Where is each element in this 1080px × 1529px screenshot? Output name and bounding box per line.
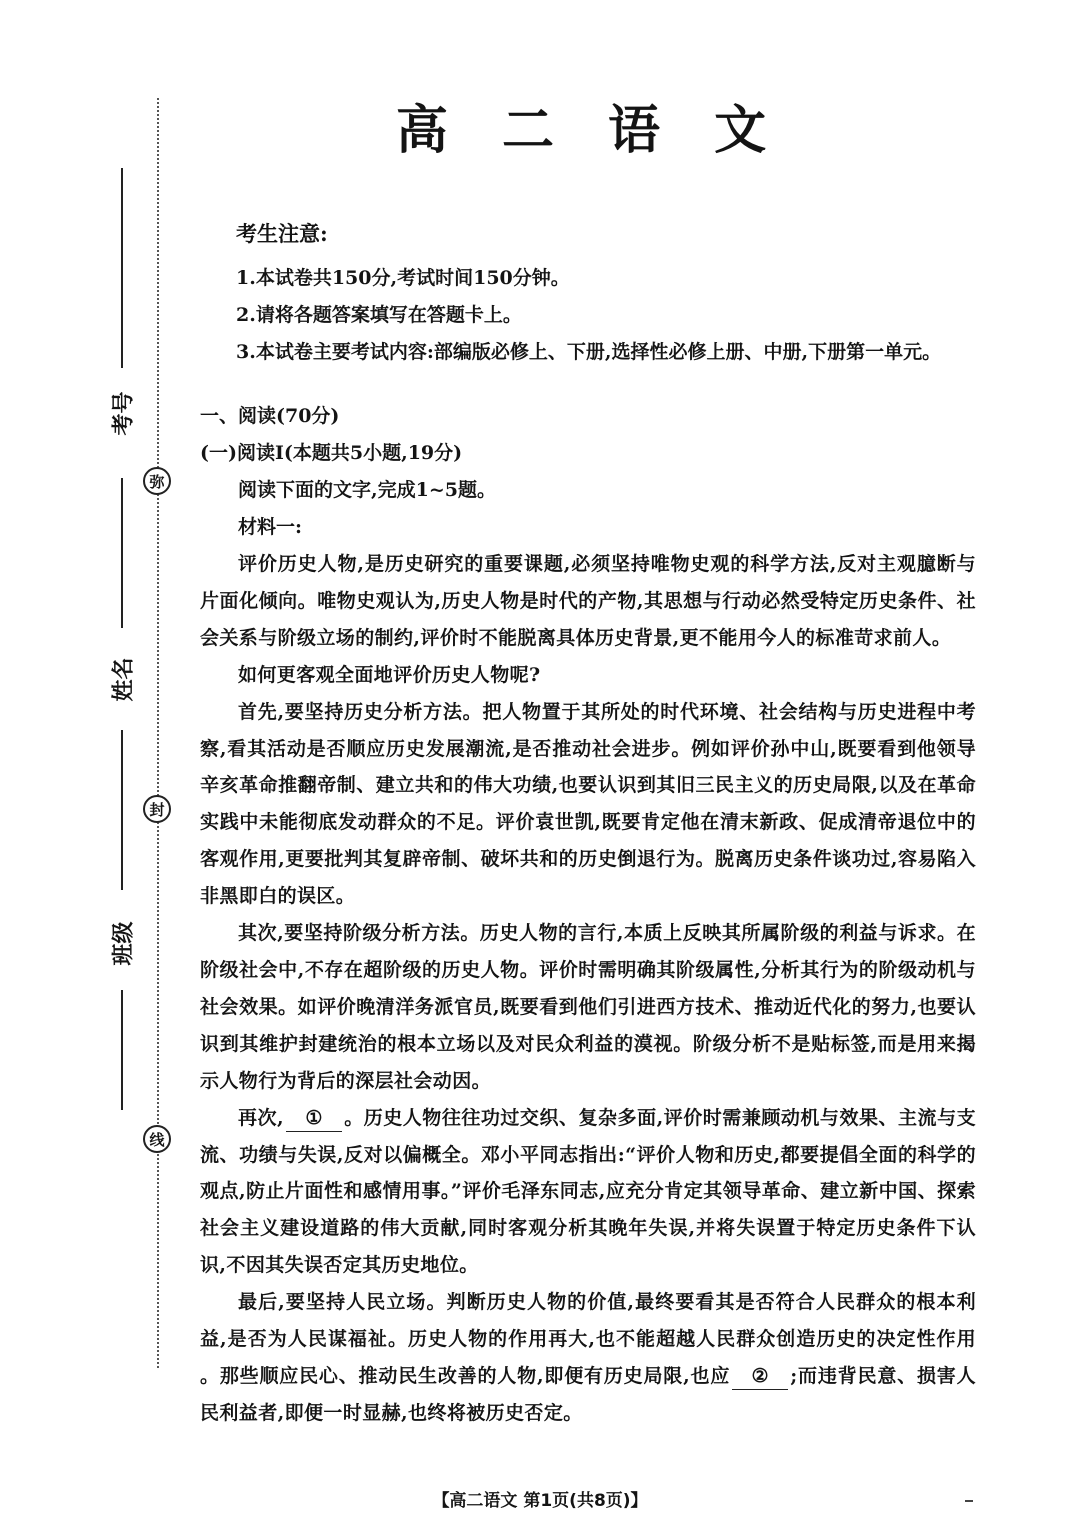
seal-mark-feng: 封 xyxy=(143,795,171,823)
page-title: 高 二 语 文 xyxy=(395,100,785,161)
notice-item: 2.请将各题答案填写在答题卡上。 xyxy=(236,304,522,326)
blank-2: ② xyxy=(732,1363,788,1390)
bottom-rule xyxy=(121,990,123,1110)
paragraph-5 xyxy=(200,1100,976,1285)
reading-instruction: 阅读下面的文字,完成1~5题。 xyxy=(238,479,496,501)
paragraph-6-rest: ;而违背民意、损害人民利益者,即便一时显赫,也终将被历史否定。 xyxy=(200,1364,976,1424)
section-heading: 一、阅读(70分) xyxy=(200,405,340,427)
paragraph-1: 评价历史人物,是历史研究的重要课题,必须坚持唯物史观的科学方法,反对主观臆断与片面化倾向。唯物史观认为,历史人物是时代的产物,其思想与行动必然受特定历史条件、社会关系与阶级立场的制约,评价时不能脱离具体历史背景,更不能用今人的标准苛求前人。 xyxy=(200,553,976,649)
paragraph-6-start: 最后,要坚持人民立场。判断历史人物的价值,最终要看其是否符合人民群众的根本利益,是否为人民谋福祉。历史人物的作用再大,也不能超越人民群众创造历史的决定性作用 。那些顺应民心、推动民生改善的人物,即便有历史局限,也应 xyxy=(200,1291,976,1387)
exam-number-rule xyxy=(121,168,123,368)
binding-dotted-line xyxy=(157,98,159,1368)
exam-notice xyxy=(236,218,941,371)
page-footer: 【高二语文 第1页(共8页)】 xyxy=(432,1491,648,1511)
exam-number-label: 考号 xyxy=(111,391,137,436)
name-label: 姓名 xyxy=(111,657,137,702)
paragraph-4: 其次,要坚持阶级分析方法。历史人物的言行,本质上反映其所属阶级的利益与诉求。在阶级社会中,不存在超阶级的历史人物。评价时需明确其阶级属性,分析其行为的阶级动机与社会效果。如评价晚清洋务派官员,既要看到他们引进西方技术、推动近代化的努力,也要认识到其维护封建统治的根本立场以及对民众利益的漠视。阶级分析不是贴标签,而是用来揭示人物行为背后的深层社会动因。 xyxy=(200,922,976,1092)
notice-item: 3.本试卷主要考试内容:部编版必修上、下册,选择性必修上册、中册,下册第一单元。 xyxy=(236,341,942,363)
class-rule xyxy=(121,730,123,890)
notice-heading: 考生注意: xyxy=(236,221,328,246)
notice-item: 1.本试卷共150分,考试时间150分钟。 xyxy=(236,267,570,289)
seal-mark-xian: 线 xyxy=(143,1125,171,1153)
corner-mark xyxy=(965,1500,973,1502)
paragraph-5-start: 再次, xyxy=(238,1106,285,1129)
section-subheading: (一)阅读Ⅰ(本题共5小题,19分) xyxy=(200,442,463,464)
paragraph-5-rest: 。历史人物往往功过交织、复杂多面,评价时需兼顾动机与效果、主流与支流、功绩与失误,反对以偏概全。邓小平同志指出:“评价人物和历史,都要提倡全面的科学的观点,防止片面性和感情用事。”评价毛泽东同志,应充分肯定其领导革命、建立新中国、探索社会主义建设道路的伟大贡献,同时客观分析其晚年失误,并将失误置于特定历史条件下认识,不因其失误否定其历史地位。 xyxy=(200,1106,976,1277)
name-rule xyxy=(121,478,123,628)
paragraph-2: 如何更客观全面地评价历史人物呢? xyxy=(238,663,541,686)
seal-mark-mi: 弥 xyxy=(143,467,171,495)
material-label: 材料一: xyxy=(238,516,303,538)
class-label: 班级 xyxy=(111,921,137,966)
paragraph-6 xyxy=(200,1284,976,1432)
reading-section xyxy=(200,398,976,1432)
paragraph-3: 首先,要坚持历史分析方法。把人物置于其所处的时代环境、社会结构与历史进程中考察,看其活动是否顺应历史发展潮流,是否推动社会进步。例如评价孙中山,既要看到他领导辛亥革命推翻帝制、建立共和的伟大功绩,也要认识到其旧三民主义的历史局限,以及在革命实践中未能彻底发动群众的不足。评价袁世凯,既要肯定他在清末新政、促成清帝退位中的客观作用,更要批判其复辟帝制、破坏共和的历史倒退行为。脱离历史条件谈功过,容易陷入非黑即白的误区。 xyxy=(200,700,976,908)
blank-1: ① xyxy=(286,1105,342,1132)
